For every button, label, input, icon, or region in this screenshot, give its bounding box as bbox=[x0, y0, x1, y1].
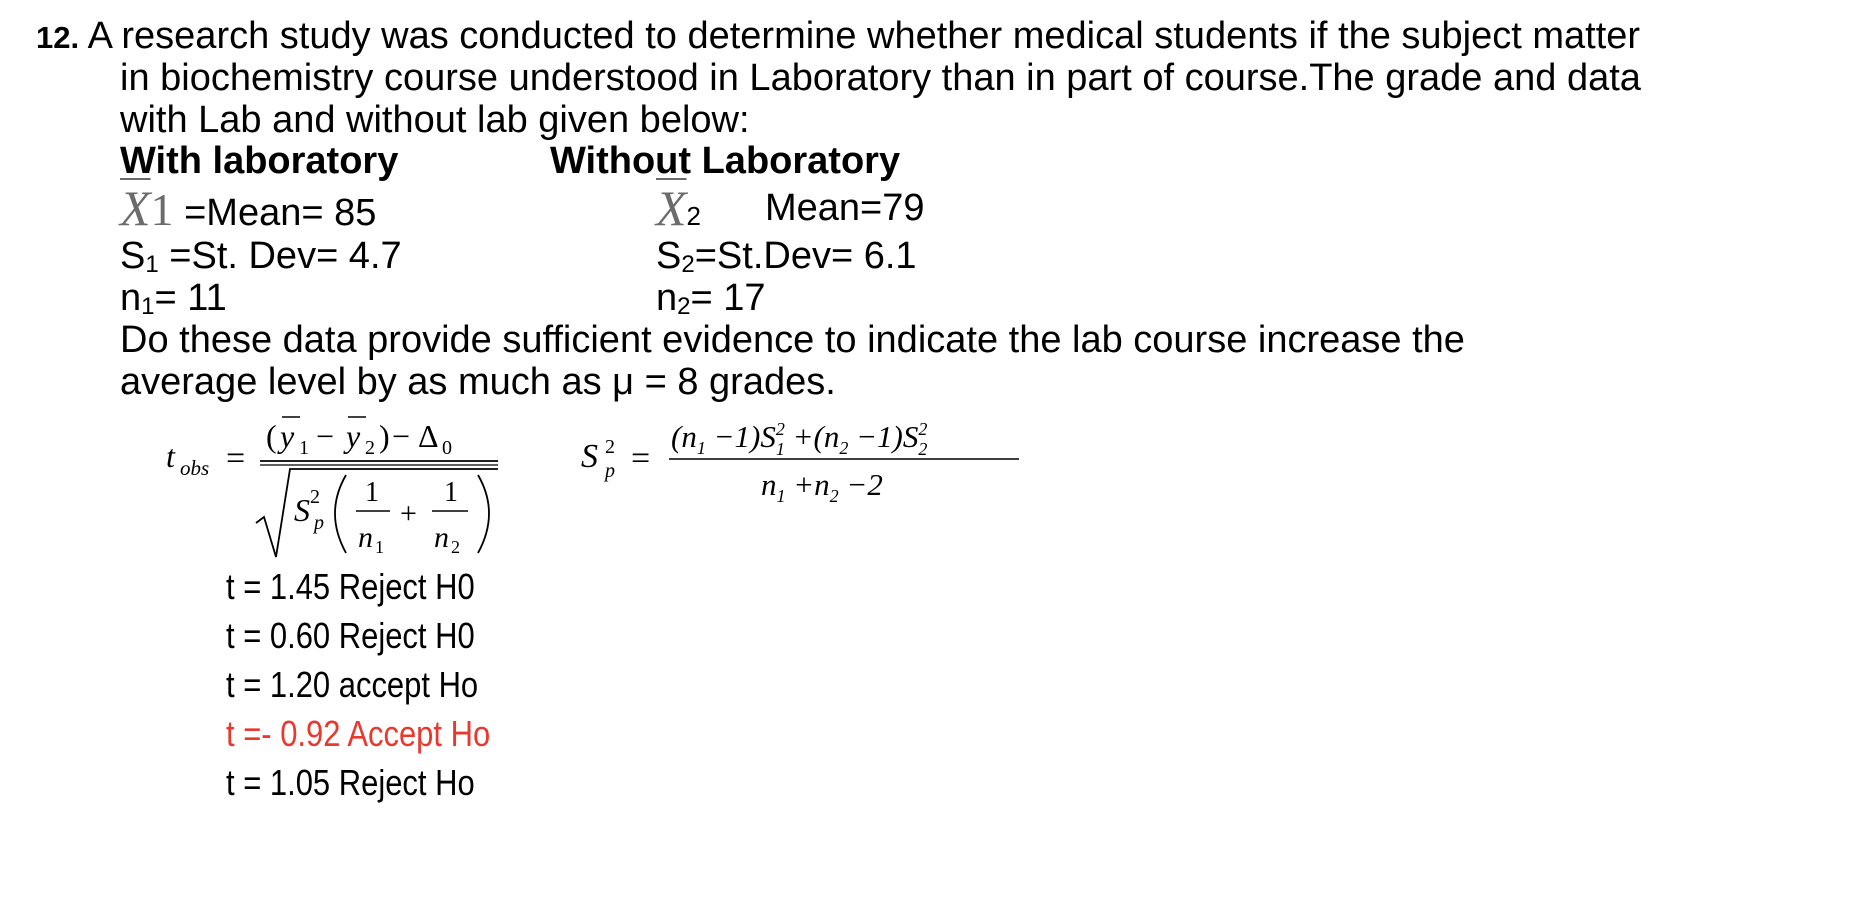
question-line-3: with Lab and without lab given below: bbox=[120, 99, 750, 141]
sp-lhs-sub: p bbox=[605, 460, 615, 482]
with-lab-heading: With laboratory bbox=[120, 140, 399, 182]
prompt-line-1: Do these data provide sufficient evidence to indicate the lab course increase the bbox=[120, 319, 1465, 361]
t-num-y2: y bbox=[346, 418, 361, 454]
t-den-one-a: 1 bbox=[365, 477, 379, 508]
answer-option-5[interactable]: t = 1.05 Reject Ho bbox=[226, 762, 475, 803]
xbar-2-index: 2 bbox=[686, 201, 702, 231]
answer-option-2[interactable]: t = 0.60 Reject H0 bbox=[226, 615, 475, 656]
t-den-one-b: 1 bbox=[444, 477, 458, 508]
t-obs-symbol: t bbox=[166, 438, 175, 474]
t-den-plus: + bbox=[400, 497, 417, 530]
sp-lhs: S bbox=[581, 438, 598, 475]
t-equals: = bbox=[226, 440, 246, 477]
answer-option-3[interactable]: t = 1.20 accept Ho bbox=[226, 664, 479, 705]
answer-options bbox=[226, 562, 533, 807]
question-number: 12. bbox=[36, 20, 80, 55]
t-num-minus: − bbox=[316, 418, 335, 454]
with-lab-sd-value: =St. Dev= 4.7 bbox=[158, 235, 402, 277]
t-num-y1: y bbox=[280, 418, 295, 454]
pooled-variance-formula bbox=[575, 415, 1035, 515]
t-num-minus-2: − bbox=[392, 418, 411, 454]
sp-equals: = bbox=[631, 440, 651, 477]
with-lab-sd: S1 =St. Dev= 4.7 bbox=[120, 235, 402, 278]
t-den-n1: n bbox=[358, 521, 373, 554]
t-num-sub1: 1 bbox=[299, 437, 309, 459]
question-line-2: in biochemistry course understood in Laboratory than in part of course.The grade and data bbox=[120, 57, 1641, 99]
without-lab-n-value: = 17 bbox=[690, 277, 766, 319]
sp-numerator: $(n_1 -1)S^2$ $1 +(n_2 -1)S^2$ 2 bbox=[671, 419, 928, 459]
t-num-close: ) bbox=[379, 418, 390, 454]
t-den-n2-sub: 2 bbox=[451, 537, 460, 557]
t-den-left-paren bbox=[335, 475, 346, 553]
t-num-delta-sub: 0 bbox=[442, 437, 452, 459]
sp-denominator: $n_1 +n_2 -2$ bbox=[761, 467, 883, 506]
t-den-n1-sub: 1 bbox=[375, 537, 384, 557]
answer-option-4-highlighted[interactable]: t =- 0.92 Accept Ho bbox=[226, 713, 491, 754]
without-lab-sd: S2=St.Dev= 6.1 bbox=[656, 235, 917, 278]
t-den-sp: S bbox=[294, 492, 310, 528]
question-line-1: A research study was conducted to determine whether medical students if the subject matter bbox=[87, 15, 1641, 57]
answer-option-1[interactable]: t = 1.45 Reject H0 bbox=[226, 566, 475, 607]
prompt-line-2: average level by as much as μ = 8 grades. bbox=[120, 361, 836, 403]
without-lab-mean-value: Mean=79 bbox=[765, 187, 925, 229]
xbar-1-symbol: $\overline{X}$ bbox=[120, 180, 151, 236]
t-den-right-paren bbox=[478, 475, 489, 553]
t-statistic-formula bbox=[160, 405, 520, 565]
with-lab-mean-value: =Mean= 85 bbox=[184, 192, 377, 234]
t-den-p: p bbox=[314, 512, 324, 534]
without-lab-heading: Without Laboratory bbox=[550, 140, 901, 182]
with-lab-n-value: = 11 bbox=[154, 277, 227, 319]
with-lab-n: n1= 11 bbox=[120, 277, 227, 320]
t-num-delta: Δ bbox=[418, 418, 439, 454]
without-lab-sd-value: =St.Dev= 6.1 bbox=[694, 235, 917, 277]
t-obs-subscript: obs bbox=[180, 456, 210, 480]
t-num-sub2: 2 bbox=[365, 437, 375, 459]
without-lab-n: n2= 17 bbox=[656, 277, 766, 320]
xbar-2-symbol: $\overline{X}$ bbox=[656, 180, 687, 236]
t-num-open: ( bbox=[266, 418, 277, 454]
t-den-sq: 2 bbox=[310, 486, 320, 508]
t-den-n2: n bbox=[434, 521, 449, 554]
sp-lhs-sup: 2 bbox=[605, 436, 615, 458]
xbar-1-index: 1 bbox=[150, 184, 174, 235]
